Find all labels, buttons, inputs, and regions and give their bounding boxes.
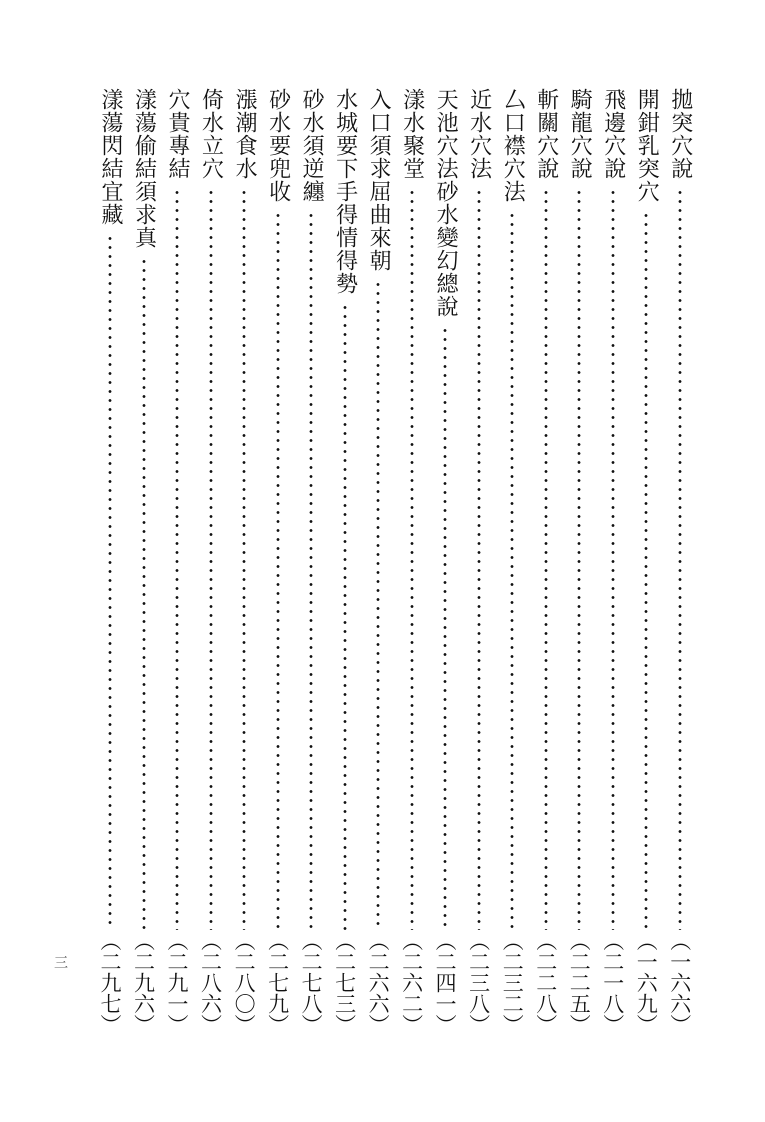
toc-entry — [598, 88, 628, 1038]
dot-leader — [142, 257, 146, 930]
toc-entry-page: （二八〇） — [232, 930, 257, 1035]
toc-entry — [229, 88, 259, 1038]
toc-entry-title: 穴貴專結 — [165, 88, 191, 180]
dot-leader — [611, 188, 615, 930]
toc-entry-title: 砂水須逆纏 — [299, 88, 325, 203]
dot-leader — [309, 211, 313, 930]
toc-entry-page: （二一八） — [600, 930, 625, 1035]
toc-entry-title: 砂水要兜收 — [265, 88, 291, 203]
dot-leader — [477, 188, 481, 930]
toc-entry — [263, 88, 293, 1038]
dot-leader — [242, 188, 246, 930]
toc-entry-title: 漲潮食水 — [232, 88, 258, 180]
toc-entry — [296, 88, 326, 1038]
toc-entry-page: （二九一） — [165, 930, 190, 1035]
toc-entry-page: （二六二） — [399, 930, 424, 1035]
toc-entry — [397, 88, 427, 1038]
toc-entry-page: （二七九） — [265, 930, 290, 1035]
toc-entry-page: （二四一） — [433, 930, 458, 1035]
dot-leader — [343, 303, 347, 930]
toc-entry — [631, 88, 661, 1038]
toc-entry-title: 漾蕩偷結須求真 — [131, 88, 157, 249]
toc-entry-page: （二九七） — [98, 930, 122, 1035]
toc-entry — [129, 88, 159, 1038]
toc-entry-page: （二七八） — [299, 930, 324, 1035]
dot-leader — [175, 188, 179, 930]
toc-entry-page: （二二五） — [567, 930, 592, 1035]
toc-entry-page: （二二八） — [533, 930, 558, 1035]
toc-entry-page: （一六九） — [634, 930, 659, 1035]
toc-entry-page: （二九六） — [131, 930, 156, 1035]
toc-entry-page: （二三二） — [500, 930, 525, 1035]
toc-entry-title: 漾蕩閃結宜藏 — [98, 88, 123, 226]
dot-leader — [644, 211, 648, 930]
dot-leader — [443, 326, 447, 930]
toc-entry-title: 漾水聚堂 — [399, 88, 425, 180]
toc-entry-title: 倚水立穴 — [198, 88, 224, 180]
dot-leader — [577, 188, 581, 930]
toc-entry — [430, 88, 460, 1038]
toc-entry-page: （二三八） — [466, 930, 491, 1035]
toc-entry — [330, 88, 360, 1038]
table-of-contents — [95, 88, 695, 1038]
toc-entry-title: 近水穴法 — [466, 88, 492, 180]
toc-entry — [196, 88, 226, 1038]
dot-leader — [544, 188, 548, 930]
toc-entry-page: （二八六） — [198, 930, 223, 1035]
dot-leader — [678, 188, 682, 930]
toc-entry-page: （二六六） — [366, 930, 391, 1035]
toc-entry — [95, 88, 125, 1038]
toc-entry — [464, 88, 494, 1038]
toc-entry-title: 入口須求屈曲來朝 — [366, 88, 392, 272]
toc-entry-title: 開鉗乳突穴 — [634, 88, 660, 203]
toc-entry — [162, 88, 192, 1038]
toc-entry — [564, 88, 594, 1038]
dot-leader — [510, 211, 514, 930]
toc-entry-title: 拋突穴說 — [667, 88, 693, 180]
toc-entry-title: 斬關穴說 — [533, 88, 559, 180]
toc-entry-page: （二七三） — [332, 930, 357, 1035]
toc-entry-title: 飛邊穴說 — [600, 88, 626, 180]
toc-entry-title: 厶口襟穴法 — [500, 88, 526, 203]
toc-entry — [665, 88, 695, 1038]
toc-entry-title: 騎龍穴說 — [567, 88, 593, 180]
dot-leader — [276, 211, 280, 930]
toc-entry — [497, 88, 527, 1038]
dot-leader — [376, 280, 380, 930]
page-number: 三 — [52, 955, 68, 969]
dot-leader — [108, 234, 112, 930]
toc-entry — [363, 88, 393, 1038]
dot-leader — [410, 188, 414, 930]
dot-leader — [209, 188, 213, 930]
toc-entry-title: 水城要下手得情得勢 — [332, 88, 358, 295]
toc-entry — [531, 88, 561, 1038]
toc-entry-title: 天池穴法砂水變幻總說 — [433, 88, 459, 318]
toc-entry-page: （一六六） — [667, 930, 692, 1035]
